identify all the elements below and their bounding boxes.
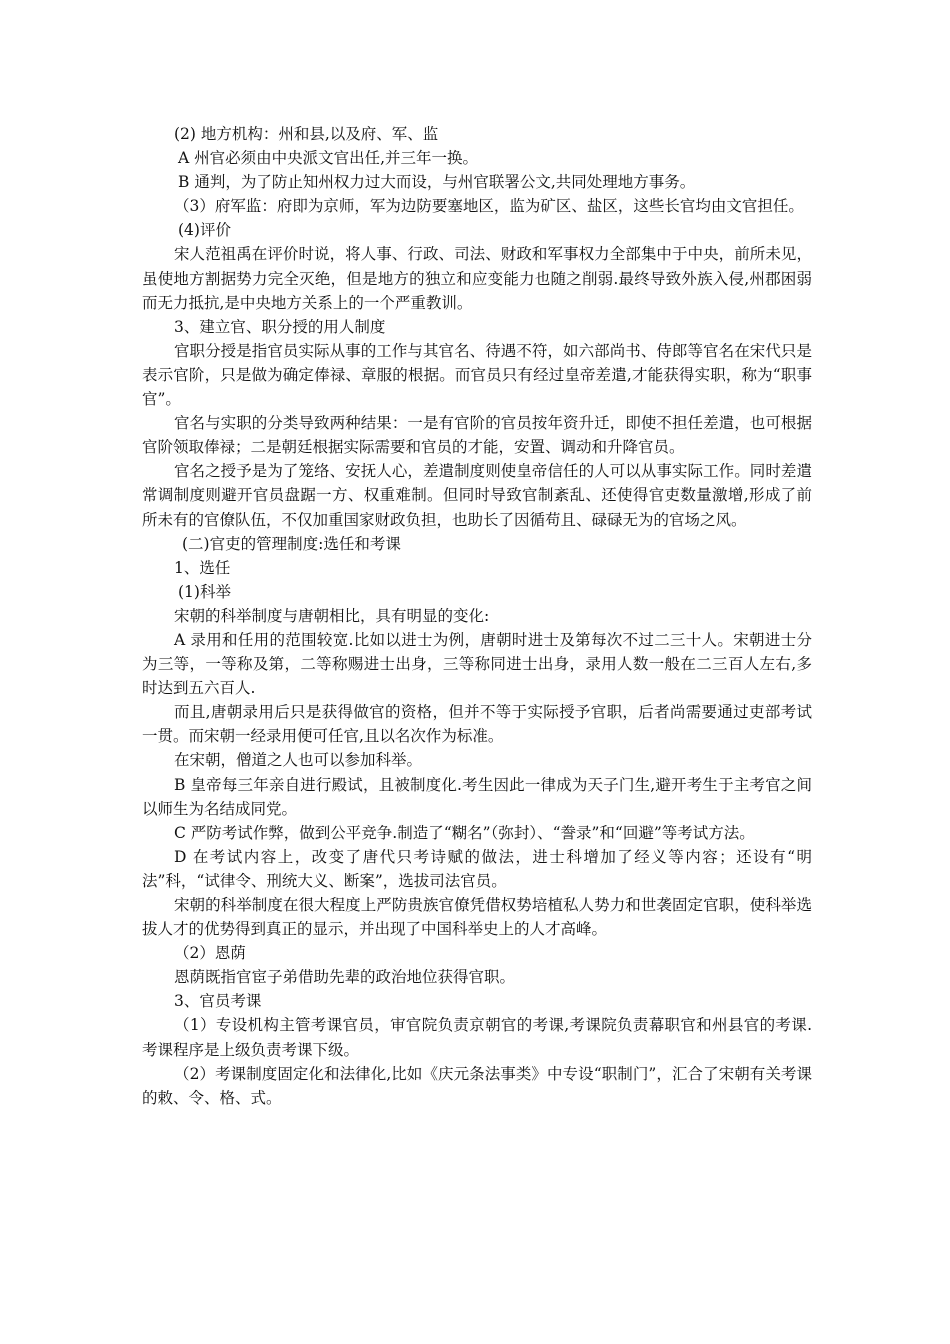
paragraph: 而且,唐朝录用后只是获得做官的资格，但并不等于实际授予官职，后者尚需要通过吏部考试一贯。而宋朝一经录用便可任官,且以名次作为标准。: [142, 703, 812, 746]
section-heading: 1、选任: [174, 558, 231, 577]
paragraph: (4)评价: [178, 221, 231, 240]
paragraph: 宋朝的科举制度与唐朝相比，具有明显的变化:: [174, 606, 490, 625]
document-body: [142, 122, 812, 1110]
section-heading: (二)官吏的管理制度:选任和考课: [182, 534, 401, 553]
paragraph: 官名之授予是为了笼络、安抚人心，差遣制度则使皇帝信任的人可以从事实际工作。同时差遣常调制度则避开官员盘踞一方、权重难制。但同时导致官制紊乱、还使得官吏数量激增,形成了前所未有的官僚队伍，不仅加重国家财政负担，也助长了因循苟且、碌碌无为的官场之风。: [142, 462, 812, 529]
paragraph: C 严防考试作弊，做到公平竞争.制造了“糊名”（弥封）、“誊录”和“回避”等考试方法。: [174, 823, 755, 842]
paragraph: (2) 地方机构：州和县,以及府、军、监: [174, 125, 439, 143]
paragraph: 宋人范祖禹在评价时说，将人事、行政、司法、财政和军事权力全部集中于中央，前所未见，虽使地方割据势力完全灭绝，但是地方的独立和应变能力也随之削弱.最终导致外族入侵,州郡困弱而无力抵抗,是中央地方关系上的一个严重教训。: [142, 245, 812, 312]
paragraph: B 通判，为了防止知州权力过大而设，与州官联署公文,共同处理地方事务。: [178, 173, 696, 192]
paragraph: B 皇帝每三年亲自进行殿试，且被制度化.考生因此一律成为天子门生,避开考生于主考官之间以师生为名结成同党。: [142, 775, 812, 818]
paragraph: 官名与实职的分类导致两种结果：一是有官阶的官员按年资升迁，即使不担任差遣，也可根据官阶领取俸禄；二是朝廷根据实际需要和官员的才能，安置、调动和升降官员。: [142, 414, 812, 457]
paragraph: （2）考课制度固定化和法律化,比如《庆元条法事类》中专设“职制门”，汇合了宋朝有关考课的敕、令、格、式。: [142, 1064, 812, 1107]
subsection-heading: （2）恩荫: [174, 944, 246, 963]
paragraph: （1）专设机构主管考课官员，审官院负责京朝官的考课,考课院负责幕职官和州县官的考课.考课程序是上级负责考课下级。: [142, 1016, 812, 1059]
paragraph: 在宋朝，僧道之人也可以参加科举。: [174, 751, 423, 770]
paragraph: A 录用和任用的范围较宽.比如以进士为例，唐朝时进士及第每次不过二三十人。宋朝进士分为三等，一等称及第，二等称赐进士出身，三等称同进士出身，录用人数一般在二三百人左右,多时达到五六百人.: [142, 630, 812, 698]
section-heading: 3、官员考课: [174, 992, 262, 1011]
paragraph: D 在考试内容上，改变了唐代只考诗赋的做法，进士科增加了经义等内容；还设有“明法”科，“试律令、刑统大义、断案”，选拔司法官员。: [142, 847, 812, 890]
paragraph: A 州官必须由中央派文官出任,并三年一换。: [178, 149, 479, 168]
paragraph: 官职分授是指官员实际从事的工作与其官名、待遇不符，如六部尚书、侍郎等官名在宋代只是表示官阶，只是做为确定俸禄、章服的根据。而官员只有经过皇帝差遣,才能获得实职，称为“职事官”。: [142, 341, 812, 409]
subsection-heading: (1)科举: [178, 582, 231, 601]
paragraph: （3）府军监：府即为京师，军为边防要塞地区，监为矿区、盐区，这些长官均由文官担任。: [174, 197, 804, 216]
section-heading: 3、建立官、职分授的用人制度: [174, 317, 386, 336]
paragraph: 恩荫既指官宦子弟借助先辈的政治地位获得官职。: [174, 968, 516, 987]
paragraph: 宋朝的科举制度在很大程度上严防贵族官僚凭借权势培植私人势力和世袭固定官职，使科举选拔人才的优势得到真正的显示，并出现了中国科举史上的人才高峰。: [142, 896, 812, 939]
